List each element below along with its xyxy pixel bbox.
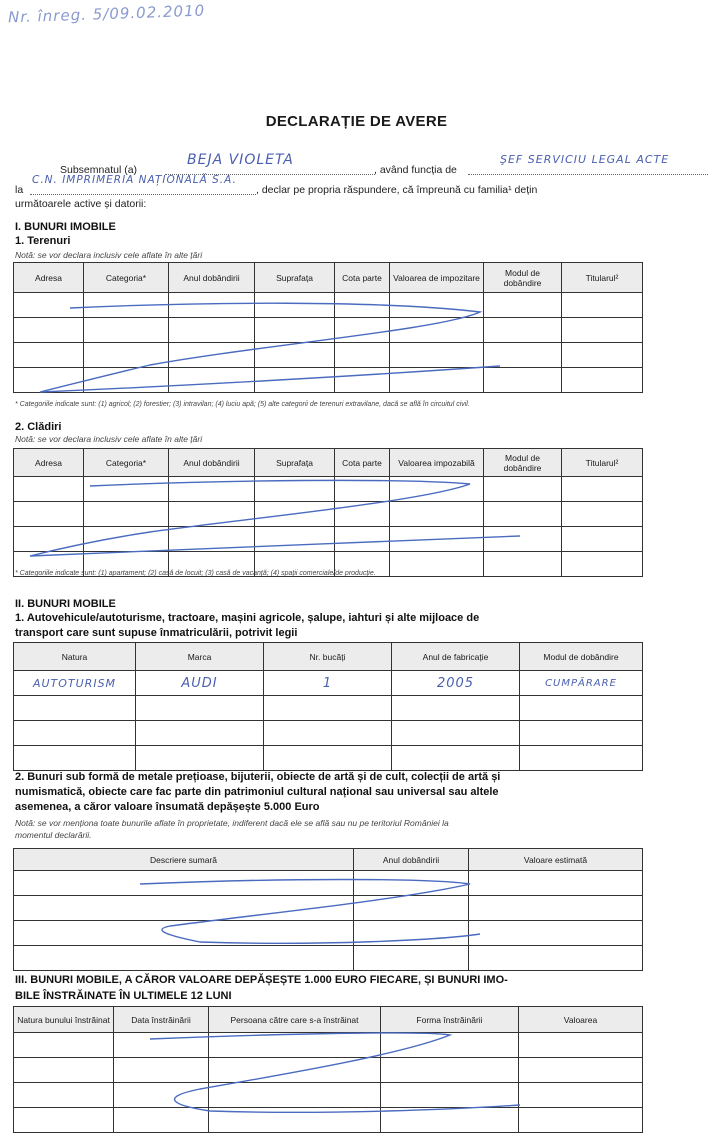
cladiri-heading: 2. Clădiri	[15, 421, 62, 433]
col-forma-instrainarii: Forma înstrăinării	[381, 1007, 519, 1033]
section-1-heading: I. BUNURI IMOBILE	[15, 221, 116, 233]
col-persoana: Persoana către care s-a înstrăinat	[209, 1007, 381, 1033]
statement-line-1: , declar pe propria răspundere, că împreună cu familia¹ dețin	[256, 184, 538, 196]
col-modul-dobandire: Modul de dobândire	[520, 643, 643, 671]
table-row	[14, 293, 643, 318]
table-row	[14, 671, 643, 696]
subsemnatul-label: Subsemnatul (a)	[60, 164, 138, 176]
col-anul-dobandirii: Anul dobândirii	[169, 449, 255, 477]
table-row	[14, 1033, 643, 1058]
section-2-heading: II. BUNURI MOBILE	[15, 598, 116, 610]
col-anul-dobandirii: Anul dobândirii	[354, 849, 469, 871]
valuables-heading-line-2: numismatică, obiecte care fac parte din patrimoniul cultural național sau universal sau altele	[15, 786, 499, 798]
cladiri-note: Notă: se vor declara inclusiv cele aflate în alte țări	[15, 434, 203, 444]
table-row	[14, 896, 643, 921]
col-categoria: Categoria*	[84, 263, 169, 293]
statement-line-2: următoarele active și datorii:	[15, 198, 147, 210]
declarant-name: BEJA VIOLETA	[187, 152, 294, 168]
col-modul-dobandire: Modul de dobândire	[484, 263, 562, 293]
functia-label: , având funcția de	[374, 164, 457, 176]
terenuri-footnote: * Categoriile indicate sunt: (1) agricol; (2) forestier; (3) intravilan; (4) luciu apă; (5) alte categorii de terenuri extravilane, dacă se află în circuitul civil.	[15, 401, 470, 408]
col-categoria: Categoria*	[84, 449, 169, 477]
la-label: la	[15, 184, 24, 196]
col-valoarea-impozitare: Valoarea de impozitare	[390, 263, 484, 293]
institution-field	[30, 170, 256, 195]
col-marca: Marca	[136, 643, 264, 671]
cladiri-table	[13, 448, 643, 577]
terenuri-table	[13, 262, 643, 393]
table-row	[14, 318, 643, 343]
col-valoarea: Valoarea	[519, 1007, 643, 1033]
valuables-note-line-2: momentul declarării.	[15, 830, 92, 840]
vehicle-modul-dobandire: CUMPĂRARE	[520, 671, 643, 696]
col-adresa: Adresa	[14, 449, 84, 477]
table-row	[14, 946, 643, 971]
terenuri-heading: 1. Terenuri	[15, 235, 71, 247]
table-row	[14, 477, 643, 502]
table-row	[14, 696, 643, 721]
valuables-note-line-1: Notă: se vor menționa toate bunurile aflate în proprietate, indiferent dacă ele se află sau nu pe teritoriul României la	[15, 818, 449, 828]
vehicles-heading-line-1: 1. Autovehicule/autoturisme, tractoare, mașini agricole, șalupe, iahturi și alte mijloace de	[15, 612, 480, 624]
col-titularul: Titularul²	[562, 263, 643, 293]
valuables-heading-line-1: 2. Bunuri sub formă de metale prețioase, bijuterii, obiecte de artă și de cult, colecții de artă și	[15, 771, 501, 783]
valuables-table	[13, 848, 643, 971]
col-cota-parte: Cota parte	[335, 449, 390, 477]
document-title: DECLARAȚIE DE AVERE	[265, 113, 448, 130]
table-row	[14, 368, 643, 393]
table-row	[14, 527, 643, 552]
col-suprafata: Suprafața	[255, 449, 335, 477]
institution-name: C.N. IMPRIMERIA NAȚIONALĂ S.A.	[32, 174, 237, 186]
cladiri-footnote: * Categoriile indicate sunt: (1) apartament; (2) casă de locuit; (3) casă de vacanță; (4) spații comerciale/de producție.	[15, 570, 376, 577]
table-row	[14, 721, 643, 746]
col-data-instrainarii: Data înstrăinării	[114, 1007, 209, 1033]
declarant-function: ŞEF SERVICIU LEGAL ACTE	[500, 153, 670, 166]
table-row	[14, 1058, 643, 1083]
alienated-assets-table	[13, 1006, 643, 1133]
col-nr-bucati: Nr. bucăți	[264, 643, 392, 671]
table-row	[14, 746, 643, 771]
table-row	[14, 871, 643, 896]
col-valoare-estimata: Valoare estimată	[469, 849, 643, 871]
table-row	[14, 502, 643, 527]
col-natura: Natura	[14, 643, 136, 671]
function-field	[468, 150, 708, 175]
vehicle-natura: AUTOTURISM	[14, 671, 136, 696]
col-valoarea-impozabila: Valoarea impozabilă	[390, 449, 484, 477]
col-suprafata: Suprafața	[255, 263, 335, 293]
col-anul-fabricatie: Anul de fabricație	[392, 643, 520, 671]
table-row	[14, 1083, 643, 1108]
vehicle-nr-bucati: 1	[264, 671, 392, 696]
vehicle-marca: AUDI	[136, 671, 264, 696]
col-modul-dobandire: Modul de dobândire	[484, 449, 562, 477]
col-descriere-sumara: Descriere sumară	[14, 849, 354, 871]
table-row	[14, 921, 643, 946]
vehicles-heading-line-2: transport care sunt supuse înmatriculării, potrivit legii	[15, 627, 298, 639]
table-row	[14, 1108, 643, 1133]
vehicles-table	[13, 642, 643, 771]
col-anul-dobandirii: Anul dobândirii	[169, 263, 255, 293]
table-row	[14, 343, 643, 368]
section-3-heading-line-2: BILE ÎNSTRĂINATE ÎN ULTIMELE 12 LUNI	[15, 990, 232, 1002]
col-natura-bunului: Natura bunului înstrăinat	[14, 1007, 114, 1033]
section-3-heading-line-1: III. BUNURI MOBILE, A CĂROR VALOARE DEPĂȘEȘTE 1.000 EURO FIECARE, ȘI BUNURI IMO-	[15, 974, 508, 986]
terenuri-note: Notă: se vor declara inclusiv cele aflate în alte țări	[15, 250, 203, 260]
registration-stamp: Nr. înreg. 5/09.02.2010	[7, 1, 206, 27]
vehicle-anul-fabricatie: 2005	[392, 671, 520, 696]
valuables-heading-line-3: asemenea, a căror valoare însumată depășește 5.000 Euro	[15, 801, 320, 813]
col-titularul: Titularul²	[562, 449, 643, 477]
col-cota-parte: Cota parte	[335, 263, 390, 293]
col-adresa: Adresa	[14, 263, 84, 293]
